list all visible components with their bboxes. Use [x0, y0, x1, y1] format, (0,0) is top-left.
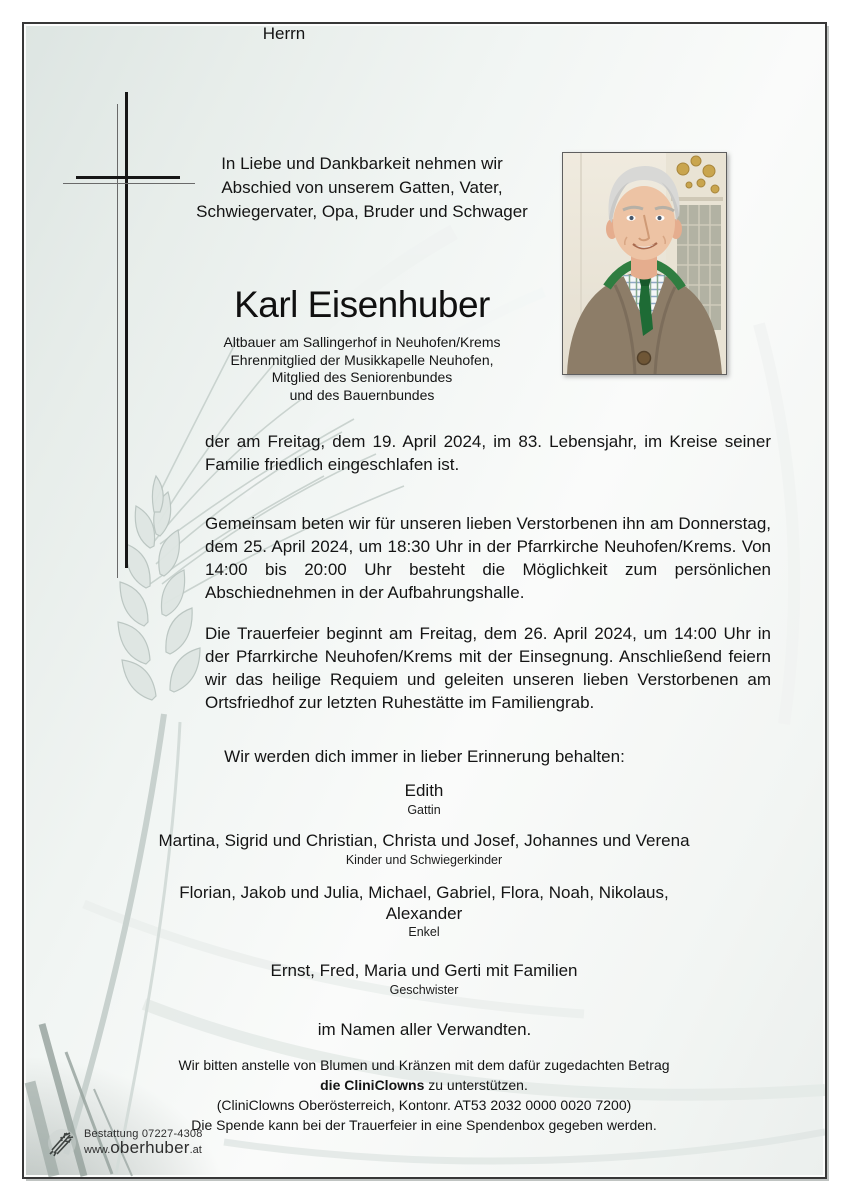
- role-line: Mitglied des Seniorenbundes: [271, 369, 453, 385]
- role-line: und des Bauernbundes: [289, 386, 435, 403]
- paragraph-line: Die Trauerfeier beginnt am Freitag, dem 26. April 2024, um 14:00 Uhr in: [205, 624, 771, 643]
- paragraph-line: wir das heilige Requiem und geleiten unseren lieben Verstorbenen am: [205, 670, 771, 689]
- paragraph-line: der Pfarrkirche Neuhofen/Krems mit der Einsegnung. Anschließend feiern: [205, 647, 771, 666]
- mourner-entry: [154, 961, 694, 998]
- donation-line: Die Spende kann bei der Trauerfeier in eine Spendenbox gegeben werden.: [191, 1117, 657, 1133]
- paragraph-line: Ortsfriedhof zur letzten Ruhestätte im Familiengrab.: [205, 693, 595, 712]
- paragraph-death: [205, 430, 771, 476]
- mourner-names: Florian, Jakob und Julia, Michael, Gabriel, Flora, Noah, Nikolaus, Alexander: [179, 883, 669, 923]
- mourner-relation: Kinder und Schwiegerkinder: [345, 852, 503, 867]
- intro-text: [102, 152, 622, 224]
- salutation: Herrn: [262, 24, 306, 43]
- mourner-names: Martina, Sigrid und Christian, Christa und Josef, Johannes und Verena: [158, 831, 690, 850]
- mourner-entry: [154, 781, 694, 818]
- memorial-card: [22, 22, 827, 1179]
- paragraph-line: Familie friedlich eingeschlafen ist.: [205, 455, 460, 474]
- funeral-home-brand: [46, 1127, 203, 1159]
- intro-line: Abschied von unserem Gatten, Vater,: [221, 178, 503, 197]
- funeral-home-phone: Bestattung 07227-4308: [84, 1128, 203, 1140]
- donation-note: [104, 1055, 744, 1135]
- role-line: Ehrenmitglied der Musikkapelle Neuhofen,: [230, 351, 494, 368]
- mourner-relation: Enkel: [408, 925, 440, 939]
- mourner-relation: Geschwister: [389, 982, 459, 997]
- paragraph-line: Abschiednehmen in der Aufbahrungshalle.: [205, 583, 525, 602]
- funeral-home-url[interactable]: www. oberhuber .at: [84, 1138, 202, 1157]
- paragraph-line: Gemeinsam beten wir für unseren lieben Verstorbenen ihn am Donnerstag,: [205, 514, 771, 533]
- paragraph-prayer: [205, 512, 771, 604]
- role-line: Altbauer am Sallingerhof in Neuhofen/Krems: [223, 334, 501, 350]
- funeral-home-logo-icon: [46, 1127, 78, 1159]
- donation-line: die CliniClowns zu unterstützen.: [320, 1077, 528, 1093]
- mourner-entry: [154, 831, 694, 868]
- mourner-names: Edith: [404, 781, 444, 800]
- paragraph-funeral: [205, 622, 771, 714]
- paragraph-line: der am Freitag, dem 19. April 2024, im 83. Lebensjahr, im Kreise seiner: [205, 432, 771, 451]
- paragraph-line: 14:00 bis 20:00 Uhr besteht die Möglichkeit zum persönlichen: [205, 560, 771, 579]
- mourner-relation: Gattin: [407, 802, 441, 817]
- intro-line: Schwiegervater, Opa, Bruder und Schwager: [196, 202, 528, 221]
- donation-recipient: die CliniClowns: [320, 1077, 425, 1093]
- mourner-names: Ernst, Fred, Maria und Gerti mit Familien: [270, 961, 578, 980]
- remembrance-closing: im Namen aller Verwandten.: [317, 1020, 532, 1039]
- donation-line: Wir bitten anstelle von Blumen und Kränzen mit dem dafür zugedachten Betrag: [178, 1057, 670, 1073]
- remembrance-heading: Wir werden dich immer in lieber Erinnerung behalten:: [224, 747, 625, 766]
- deceased-name: Karl Eisenhuber: [234, 284, 490, 325]
- donation-account-line: (CliniClowns Oberösterreich, Kontonr. AT53 2032 0000 0020 7200): [216, 1097, 632, 1113]
- intro-line: In Liebe und Dankbarkeit nehmen wir: [221, 154, 503, 173]
- mourner-entry: [154, 883, 694, 940]
- paragraph-line: dem 25. April 2024, um 18:30 Uhr in der Pfarrkirche Neuhofen/Krems. Von: [205, 537, 771, 556]
- funeral-home-text: [84, 1128, 203, 1158]
- deceased-roles: [102, 334, 622, 404]
